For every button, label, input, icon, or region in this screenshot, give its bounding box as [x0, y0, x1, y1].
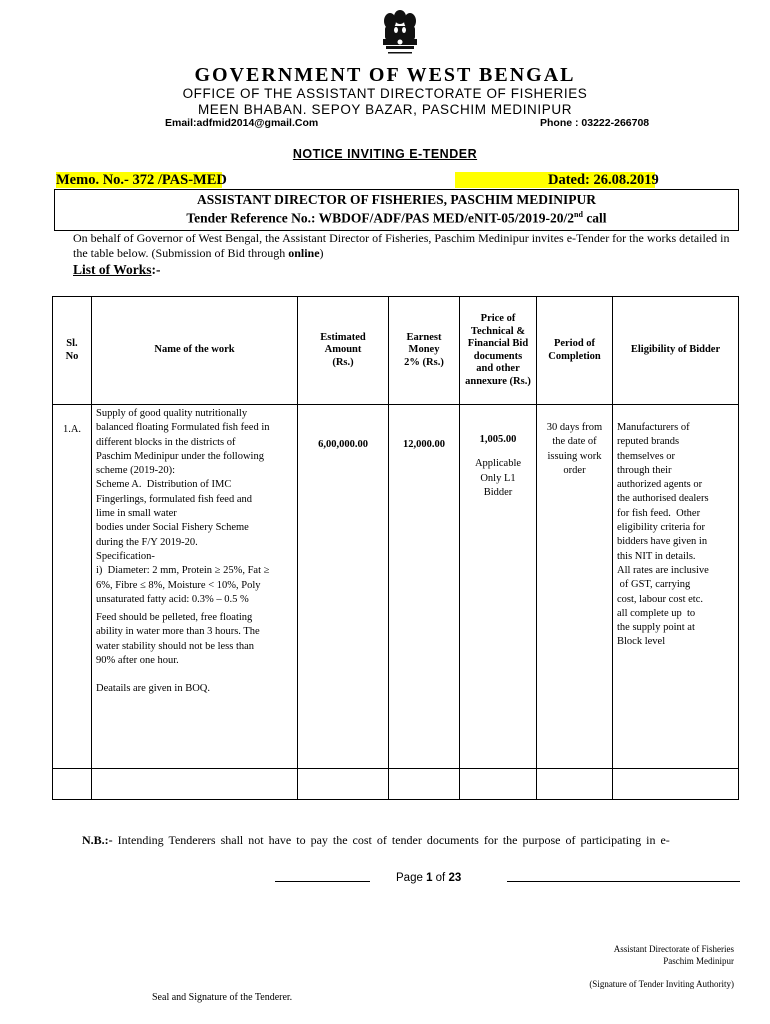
table-header-row — [53, 297, 739, 405]
tender-reference-tail: call — [582, 210, 607, 226]
header-period-completion: Period of Completion — [537, 297, 613, 405]
eligibility-line: Manufacturers of — [617, 422, 690, 433]
table-row — [53, 405, 739, 769]
row-price — [460, 405, 537, 769]
eligibility-line: Block level — [617, 636, 666, 648]
work-description-line: Specification- — [96, 550, 155, 562]
page-number: Page 1 of 23 — [396, 872, 462, 884]
work-description-line: 6%, Fibre ≤ 8%, Moisture < 10%, Poly — [96, 579, 261, 591]
eligibility-line: reputed brands — [617, 436, 680, 448]
feed-spec-line: water stability should not be less than — [96, 640, 255, 652]
header-estimated-amount: Estimated Amount (Rs.) — [298, 297, 389, 405]
work-description-line: Fingerlings, formulated fish feed and — [96, 493, 253, 505]
header-eligibility: Eligibility of Bidder — [613, 297, 739, 405]
row-name-of-work — [92, 405, 298, 769]
signatory-office-line1: Assistant Directorate of Fisheries — [613, 944, 734, 954]
tenderer-seal-signature: Seal and Signature of the Tenderer. — [152, 992, 293, 1003]
row-sl-no: 1.A. — [53, 405, 92, 769]
list-of-works-suffix: :- — [151, 262, 161, 277]
intro-paragraph — [73, 231, 743, 261]
eligibility-line: bidders have given in — [617, 536, 708, 548]
email-address: Email:adfmid2014@gmail.Com — [165, 117, 319, 129]
signature-authority: (Signature of Tender Inviting Authority) — [589, 979, 734, 989]
row-period: 30 days from the date of issuing work order — [537, 405, 613, 769]
eligibility-line: all complete up to — [617, 607, 696, 619]
list-of-works-label: List of Works — [73, 262, 152, 277]
authority-name: ASSISTANT DIRECTOR OF FISHERIES, PASCHIM MEDINIPUR — [196, 192, 597, 207]
memo-date: Dated: 26.08.2019 — [548, 172, 659, 188]
office-name: OFFICE OF THE ASSISTANT DIRECTORATE OF FISHERIES — [182, 86, 588, 101]
work-description-line: scheme (2019-20): — [96, 465, 176, 477]
eligibility-line: this NIT in details. — [617, 550, 696, 562]
notice-title: NOTICE INVITING E-TENDER — [292, 147, 478, 161]
page-rule-right — [507, 881, 740, 882]
row-estimated-amount: 6,00,000.00 — [298, 405, 389, 769]
row-price-note: Applicable Only L1 Bidder — [474, 458, 522, 498]
government-title: GOVERNMENT OF WEST BENGAL — [194, 64, 576, 86]
online-text: online — [288, 246, 320, 260]
works-table — [52, 296, 739, 800]
memo-number: Memo. No.- 372 /PAS-MED — [56, 172, 227, 188]
eligibility-line: authorized agents or — [617, 479, 703, 491]
eligibility-line: for fish feed. Other — [617, 507, 701, 519]
eligibility-line: the supply point at — [617, 622, 695, 634]
eligibility-line: the authorised dealers — [617, 493, 709, 505]
work-description-line: balanced floating Formulated fish feed in — [96, 422, 270, 434]
header-earnest-money: Earnest Money 2% (Rs.) — [389, 297, 460, 405]
page-rule-left — [275, 881, 370, 882]
tender-reference-box — [54, 189, 739, 231]
work-description-line: unsaturated fatty acid: 0.3% – 0.5 % — [96, 593, 249, 605]
eligibility-line: themselves or — [617, 450, 676, 462]
signatory-office-line2: Paschim Medinipur — [663, 956, 734, 966]
row-earnest-money: 12,000.00 — [389, 405, 460, 769]
nb-label: N.B.:- — [82, 833, 113, 847]
tender-reference-text: Tender Reference No.: WBDOF/ADF/PAS MED/eNIT-05/2019-20/2 — [186, 210, 575, 226]
phone-number: Phone : 03222-266708 — [540, 117, 650, 129]
header-price-documents: Price of Technical & Financial Bid documents and other annexure (Rs.) — [460, 297, 537, 405]
eligibility-line: All rates are inclusive — [617, 564, 709, 576]
nb-text: Intending Tenderers shall not have to pay the cost of tender documents for the purpose of participating in e- — [112, 833, 670, 847]
work-description-line: lime in small water — [96, 508, 177, 520]
header-sl-no: Sl. No — [53, 297, 92, 405]
intro-text: On behalf of Governor of West Bengal, the Assistant Director of Fisheries, Paschim Medinipur invites e-Tender for the works detailed in the table below. (Submission of Bid through — [73, 231, 730, 260]
header-name-of-work: Name of the work — [92, 297, 298, 405]
work-description-line: Paschim Medinipur under the following — [96, 450, 264, 462]
feed-spec-line: ability in water more than 3 hours. The — [96, 626, 260, 638]
work-description-line: during the F/Y 2019-20. — [96, 536, 198, 548]
tender-reference-sup: nd — [574, 210, 583, 219]
signatory-office — [560, 943, 734, 967]
row-details: Deatails are given in BOQ. — [96, 683, 211, 695]
work-description-line: Scheme A. Distribution of IMC — [96, 479, 232, 491]
work-description-line: Supply of good quality nutritionally — [96, 408, 248, 419]
row-eligibility — [613, 405, 739, 769]
nb-note — [82, 833, 670, 848]
tender-reference — [55, 210, 738, 227]
table-empty-row — [53, 769, 739, 800]
feed-spec-line: Feed should be pelleted, free floating — [96, 612, 253, 624]
ashoka-emblem-icon — [375, 8, 425, 68]
office-address: MEEN BHABAN. SEPOY BAZAR, PASCHIM MEDINIPUR — [197, 102, 573, 117]
list-of-works-heading — [73, 262, 161, 278]
eligibility-line: eligibility criteria for — [617, 522, 706, 534]
work-description-line: different blocks in the districts of — [96, 436, 236, 448]
row-price-value: 1,005.00 — [479, 434, 517, 445]
intro-text-end: ) — [319, 246, 324, 260]
eligibility-line: through their — [617, 464, 672, 476]
work-description-line: i) Diameter: 2 mm, Protein ≥ 25%, Fat ≥ — [96, 565, 270, 577]
eligibility-line: cost, labour cost etc. — [617, 593, 704, 605]
feed-spec-line: 90% after one hour. — [96, 655, 179, 667]
eligibility-line: of GST, carrying — [617, 579, 691, 591]
work-description-line: bodies under Social Fishery Scheme — [96, 522, 249, 534]
